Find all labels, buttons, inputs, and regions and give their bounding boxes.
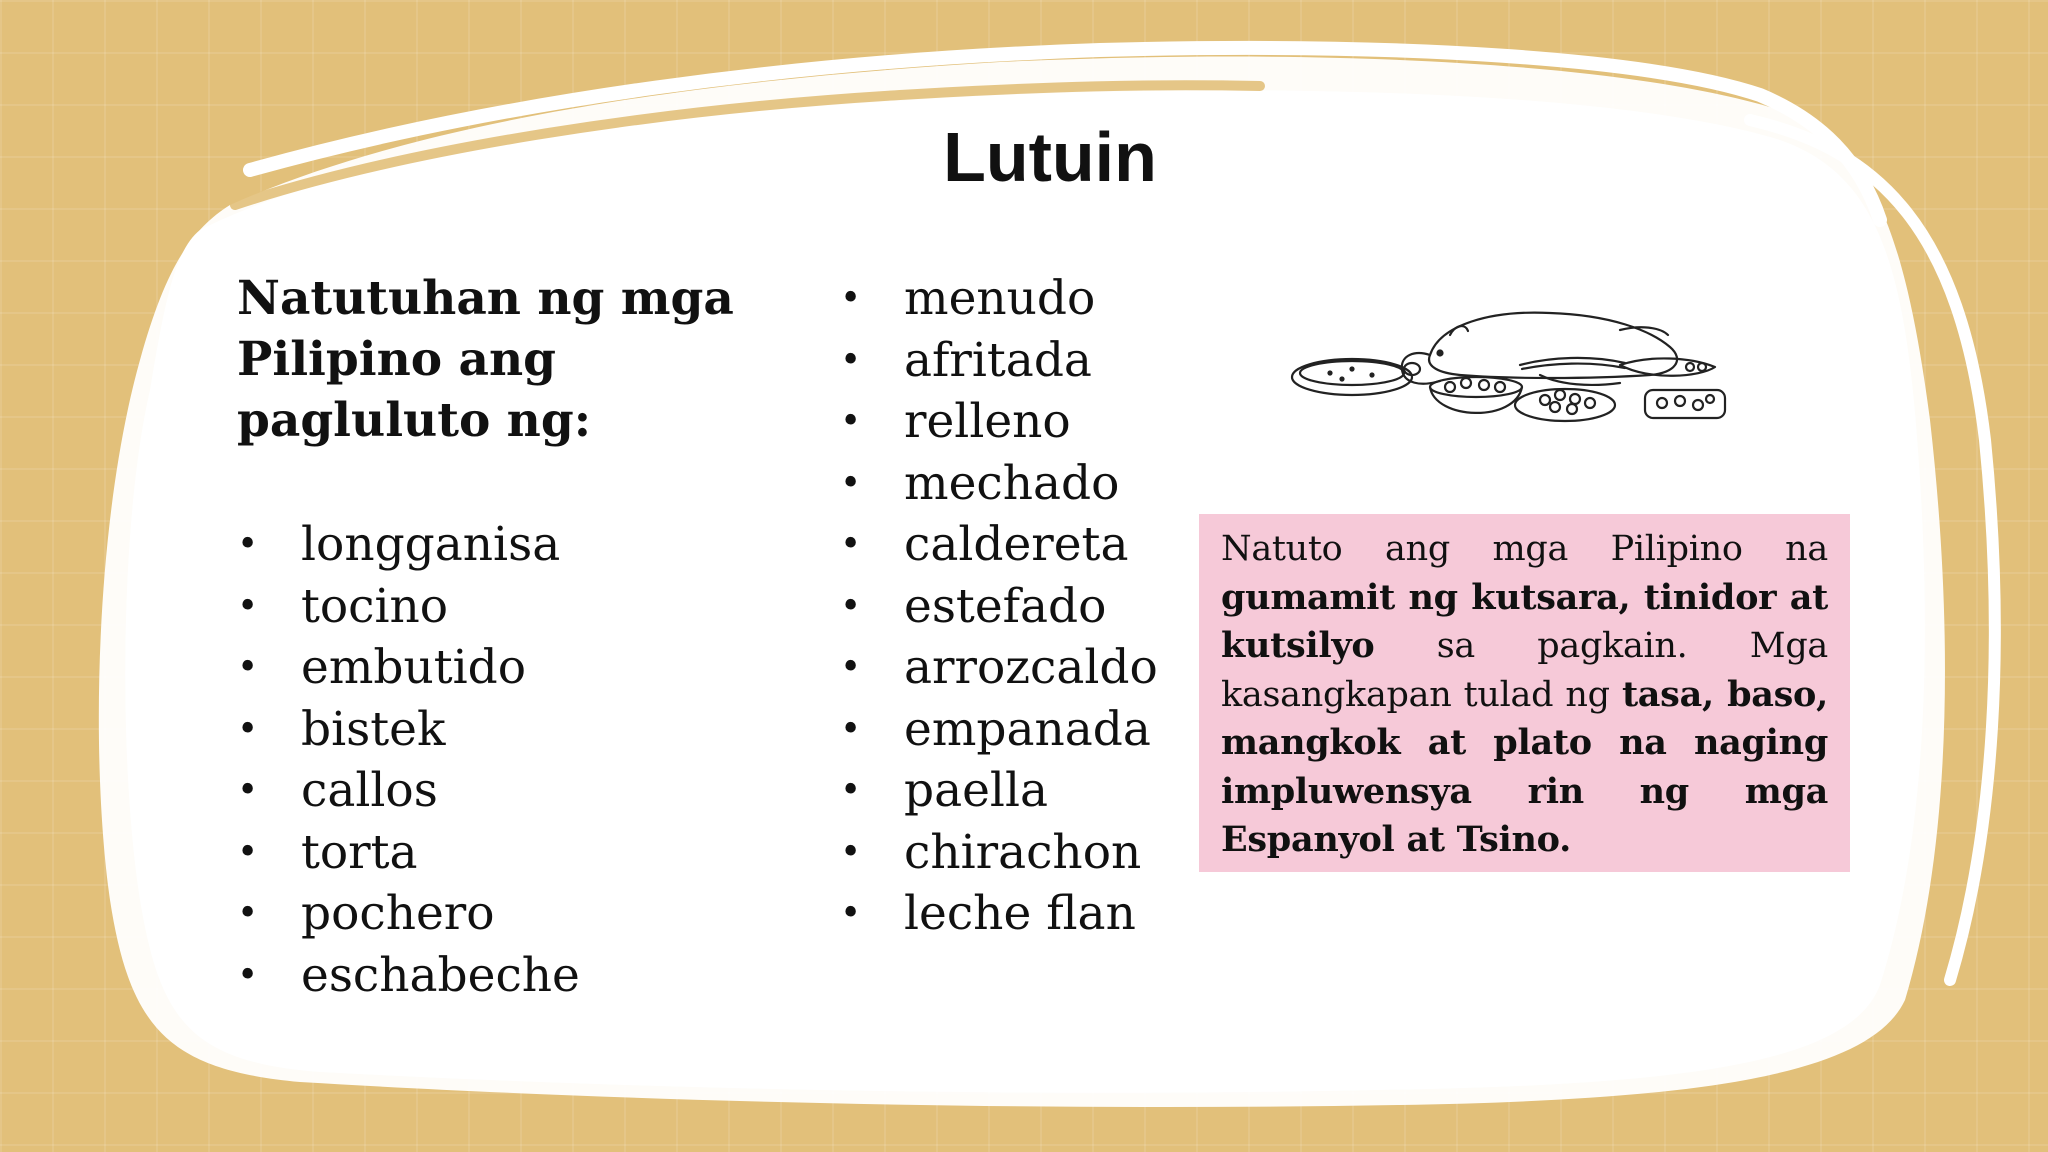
list-item [840, 330, 1158, 392]
list-item-label: paella [904, 763, 1049, 818]
note-bold-part-2: tasa, baso, mangkok at plato na naging impluwensya rin ng mga Espanyol at Tsino. [1221, 673, 1828, 860]
bullet: • [237, 647, 259, 688]
list-item-label: pochero [301, 886, 495, 941]
intro-line-1: Natutuhan ng mga [237, 271, 734, 326]
bullet: • [237, 954, 259, 996]
list-item [840, 883, 1158, 945]
list-item-label: caldereta [904, 517, 1129, 572]
note-text [1221, 526, 1828, 865]
bullet: • [840, 524, 862, 565]
list-item [840, 760, 1158, 822]
bullet: • [237, 893, 259, 934]
list-item-label: longganisa [301, 517, 561, 572]
list-item [840, 453, 1158, 515]
bullet: • [840, 893, 862, 934]
note-text-part-1: Natuto ang mga Pilipino na [1221, 529, 1828, 569]
intro-line-3: pagluluto ng: [237, 393, 592, 448]
bullet: • [840, 831, 862, 873]
roast-pig-feast-icon [1290, 295, 1750, 455]
bullet: • [237, 585, 259, 627]
list-item [237, 699, 580, 761]
list-item [237, 945, 580, 1007]
list-item-label: tocino [301, 578, 449, 634]
list-item-label: callos [301, 763, 438, 818]
list-item [237, 760, 580, 822]
list-item-label: afritada [904, 332, 1092, 388]
list-item-label: chirachon [904, 824, 1142, 880]
bullet: • [840, 708, 862, 750]
list-item [840, 514, 1158, 576]
food-list-right [840, 268, 1158, 945]
intro-line-2: Pilipino ang [237, 332, 556, 387]
note-text-part-2: sa pagkain. Mga kasangkapan tulad ng [1221, 626, 1828, 715]
list-item [840, 391, 1158, 453]
list-item-label: arrozcaldo [904, 640, 1158, 695]
list-item-label: leche flan [904, 886, 1136, 941]
list-item [840, 699, 1158, 761]
list-item-label: embutido [301, 640, 527, 695]
bullet: • [840, 647, 862, 688]
bullet: • [840, 462, 862, 504]
intro-text [237, 268, 757, 451]
list-item-label: relleno [904, 394, 1071, 449]
list-item-label: estefado [904, 578, 1107, 634]
list-item [237, 883, 580, 945]
list-item-label: mechado [904, 455, 1120, 511]
bullet: • [237, 708, 259, 750]
bullet: • [840, 770, 862, 811]
note-bold-part-1: gumamit ng kutsara, tinidor at kutsilyo [1221, 576, 1828, 666]
bullet: • [237, 524, 259, 565]
list-item [840, 822, 1158, 884]
bullet: • [237, 831, 259, 873]
bullet: • [237, 770, 259, 811]
bullet: • [840, 585, 862, 627]
list-item-label: eschabeche [301, 947, 580, 1003]
food-list-left [237, 514, 580, 1006]
bullet: • [840, 278, 862, 319]
bullet: • [840, 339, 862, 381]
note-box [1199, 514, 1850, 872]
list-item [840, 576, 1158, 638]
list-item [237, 576, 580, 638]
list-item [237, 514, 580, 576]
list-item-label: torta [301, 824, 418, 880]
list-item-label: empanada [904, 701, 1151, 757]
list-item [237, 822, 580, 884]
list-item [237, 637, 580, 699]
list-item-label: menudo [904, 271, 1096, 326]
slide-title: Lutuin [943, 118, 1157, 196]
list-item-label: bistek [301, 701, 446, 757]
list-item [840, 268, 1158, 330]
list-item [840, 637, 1158, 699]
bullet: • [840, 401, 862, 442]
